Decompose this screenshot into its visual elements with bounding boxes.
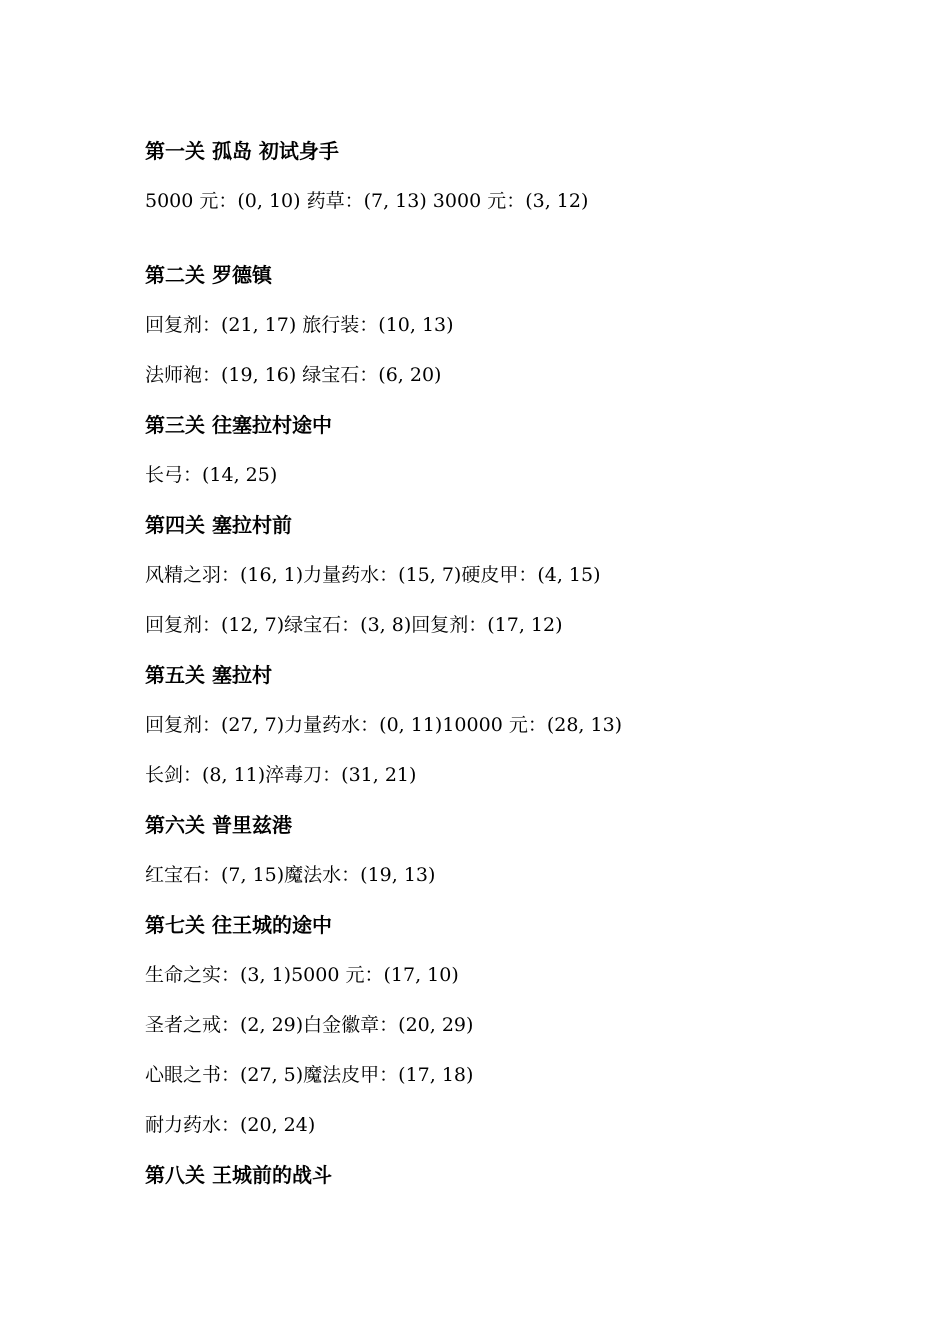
stage-3-heading: 第三关 往塞拉村途中 [145,413,332,437]
stage-3-items-line-1: 长弓：(14, 25) [145,464,278,486]
stage-7-heading: 第七关 往王城的途中 [145,913,332,937]
stage-7-items-line-3: 心眼之书：(27, 5)魔法皮甲：(17, 18) [145,1064,474,1086]
stage-6-items-line-1: 红宝石：(7, 15)魔法水：(19, 13) [145,864,436,886]
stage-2-items-line-2: 法师袍：(19, 16) 绿宝石：(6, 20) [145,364,442,386]
stage-1-items-line-1: 5000 元：(0, 10) 药草：(7, 13) 3000 元：(3, 12) [145,190,589,212]
stage-5-items-line-1: 回复剂：(27, 7)力量药水：(0, 11)10000 元：(28, 13) [145,714,623,736]
document-body [145,134,905,1208]
stage-4-items-line-1: 风精之羽：(16, 1)力量药水：(15, 7)硬皮甲：(4, 15) [145,564,601,586]
stage-7-items-line-1: 生命之实：(3, 1)5000 元：(17, 10) [145,964,459,986]
stage-8-heading: 第八关 王城前的战斗 [145,1163,332,1187]
stage-6-heading: 第六关 普里兹港 [145,813,292,837]
stage-4-heading: 第四关 塞拉村前 [145,513,292,537]
stage-1-heading: 第一关 孤岛 初试身手 [145,139,339,163]
stage-2-heading: 第二关 罗德镇 [145,263,272,287]
stage-2-items-line-1: 回复剂：(21, 17) 旅行装：(10, 13) [145,314,454,336]
stage-5-heading: 第五关 塞拉村 [145,663,272,687]
stage-7-items-line-2: 圣者之戒：(2, 29)白金徽章：(20, 29) [145,1014,474,1036]
stage-5-items-line-2: 长剑：(8, 11)淬毒刀：(31, 21) [145,764,417,786]
stage-7-items-line-4: 耐力药水：(20, 24) [145,1114,316,1136]
stage-4-items-line-2: 回复剂：(12, 7)绿宝石：(3, 8)回复剂：(17, 12) [145,614,563,636]
